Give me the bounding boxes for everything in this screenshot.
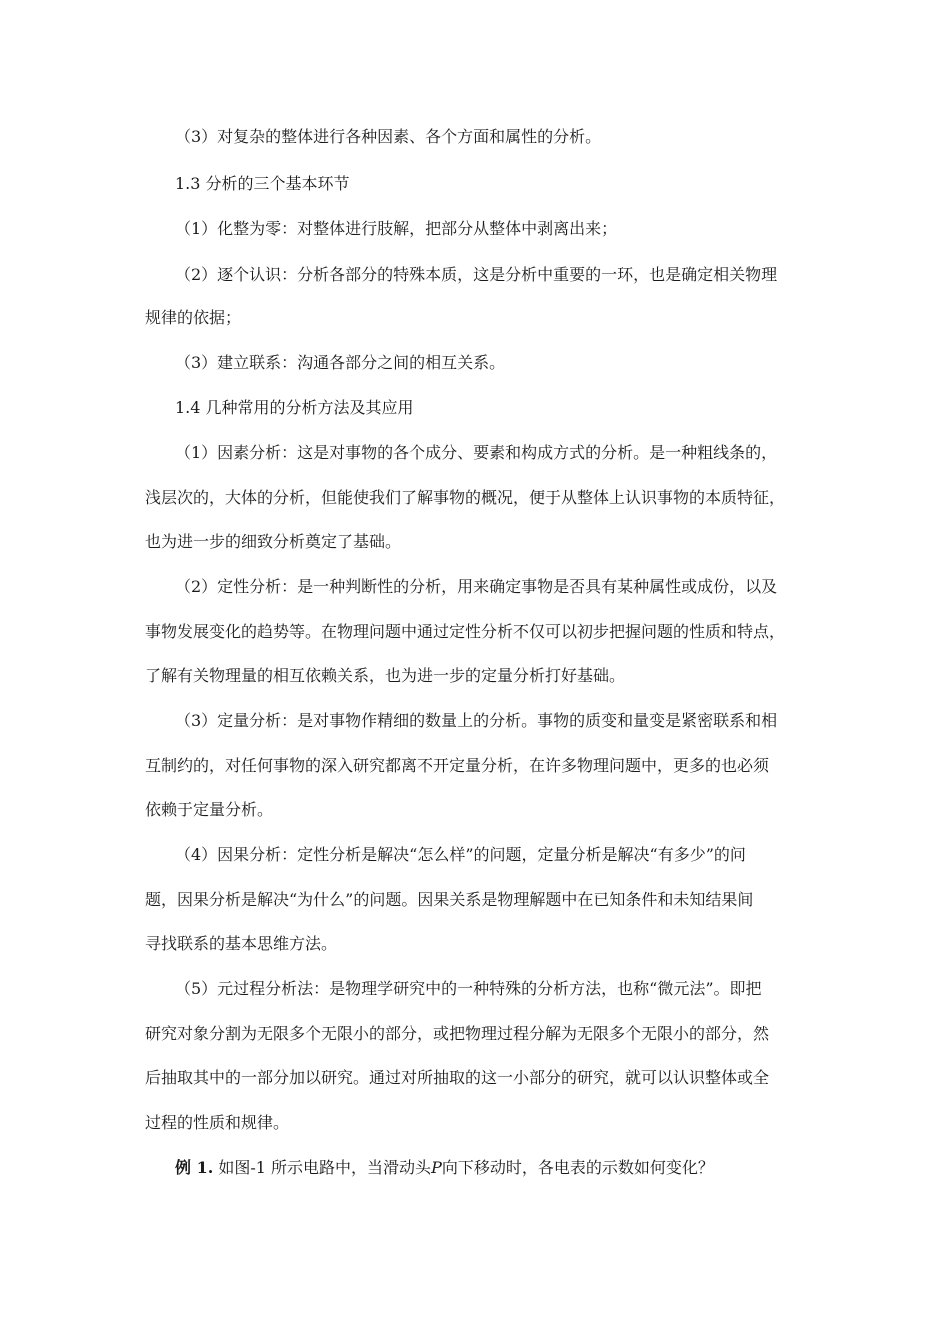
paragraph-line: （1）化整为零：对整体进行肢解，把部分从整体中剥离出来； — [175, 219, 618, 238]
example-text-before: 如图-1 所示电路中，当滑动头 — [218, 1158, 432, 1177]
paragraph-line: 也为进一步的细致分析奠定了基础。 — [145, 532, 402, 551]
paragraph-line: 事物发展变化的趋势等。在物理问题中通过定性分析不仅可以初步把握问题的性质和特点， — [145, 622, 786, 641]
paragraph-line: （3）定量分析：是对事物作精细的数量上的分析。事物的质变和量变是紧密联系和相 — [175, 711, 778, 730]
paragraph-line: 依赖于定量分析。 — [145, 800, 274, 819]
section-heading-1-3: 1.3 分析的三个基本环节 — [175, 174, 350, 193]
paragraph-line: （2）定性分析：是一种判断性的分析，用来确定事物是否具有某种属性或成份，以及 — [175, 577, 778, 596]
example-variable: P — [431, 1158, 442, 1177]
example-1 — [175, 1158, 714, 1178]
paragraph-line: （3）对复杂的整体进行各种因素、各个方面和属性的分析。 — [175, 127, 602, 146]
paragraph-line: （1）因素分析：这是对事物的各个成分、要素和构成方式的分析。是一种粗线条的， — [175, 443, 778, 462]
example-text-after: 向下移动时，各电表的示数如何变化？ — [441, 1158, 714, 1177]
paragraph-line: （4）因果分析：定性分析是解决“怎么样”的问题，定量分析是解决“有多少”的问 — [175, 845, 746, 864]
paragraph-line: （2）逐个认识：分析各部分的特殊本质，这是分析中重要的一环，也是确定相关物理 — [175, 265, 778, 284]
paragraph-line: （5）元过程分析法：是物理学研究中的一种特殊的分析方法，也称“微元法”。即把 — [175, 979, 762, 998]
paragraph-line: 规律的依据； — [145, 308, 242, 327]
paragraph-line: 后抽取其中的一部分加以研究。通过对所抽取的这一小部分的研究，就可以认识整体或全 — [145, 1068, 770, 1087]
paragraph-line: 过程的性质和规律。 — [145, 1113, 290, 1132]
section-heading-1-4: 1.4 几种常用的分析方法及其应用 — [175, 398, 414, 417]
paragraph-line: （3）建立联系：沟通各部分之间的相互关系。 — [175, 353, 506, 372]
paragraph-line: 互制约的，对任何事物的深入研究都离不开定量分析，在许多物理问题中，更多的也必须 — [145, 756, 770, 775]
paragraph-line: 题，因果分析是解决“为什么”的问题。因果关系是物理解题中在已知条件和未知结果间 — [145, 890, 754, 909]
paragraph-line: 了解有关物理量的相互依赖关系，也为进一步的定量分析打好基础。 — [145, 666, 626, 685]
example-label: 例 1. — [175, 1158, 214, 1177]
paragraph-line: 寻找联系的基本思维方法。 — [145, 934, 338, 953]
paragraph-line: 浅层次的，大体的分析，但能使我们了解事物的概况，便于从整体上认识事物的本质特征， — [145, 488, 786, 507]
paragraph-line: 研究对象分割为无限多个无限小的部分，或把物理过程分解为无限多个无限小的部分，然 — [145, 1024, 770, 1043]
